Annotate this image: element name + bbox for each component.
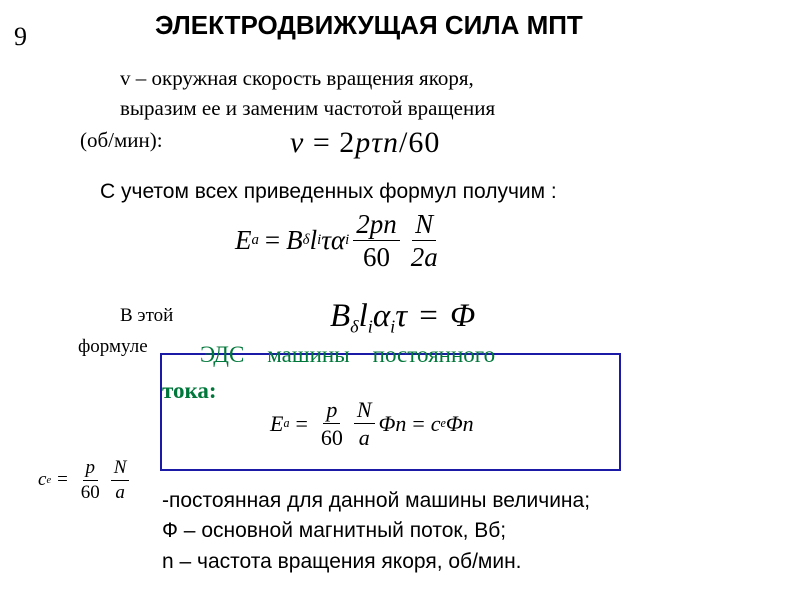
text-formula-word: формуле [78, 336, 148, 357]
formula-var: τ [395, 298, 408, 334]
formula-var: α [372, 298, 391, 334]
formula-sub: e [46, 474, 52, 486]
fraction-denominator: 60 [320, 425, 343, 451]
fraction-numerator: p [323, 398, 340, 424]
formula-var: n [395, 410, 407, 436]
formula-sub: δ [302, 232, 310, 249]
formula-eq: = [264, 225, 281, 256]
fraction-numerator: N [412, 210, 436, 241]
formula-sub: i [367, 316, 373, 337]
fraction [111, 458, 130, 503]
formula-sub: e [440, 416, 446, 431]
slide-number: 9 [14, 22, 27, 51]
formula-var: τ [371, 126, 383, 159]
formula-num: 60 [408, 126, 441, 159]
formula-eq: = [312, 126, 331, 159]
formula-eq: = [419, 298, 438, 334]
formula-var: B [330, 298, 351, 334]
definition-ce: -постоянная для данной машины величина; [162, 489, 591, 512]
definition-flux: Ф – основной магнитный поток, Вб; [162, 519, 507, 542]
fraction-denominator: 60 [80, 481, 100, 503]
formula-velocity [290, 126, 440, 160]
formula-var: τ [321, 225, 331, 256]
formula-num: 2 [339, 126, 356, 159]
fraction [354, 398, 375, 449]
fraction [353, 210, 400, 272]
formula-var: c [430, 410, 441, 436]
text-line-velocity: v – окружная скорость вращения якоря, [120, 66, 474, 90]
text-line-express: выразим ее и заменим частотой вращения [120, 96, 496, 120]
emf-box-heading-line2: тока: [162, 378, 217, 403]
formula-sub: a [283, 416, 290, 431]
fraction [408, 210, 441, 272]
text-result-intro: С учетом всех приведенных формул получим : [100, 180, 557, 203]
formula-var: E [235, 225, 252, 256]
fraction [318, 398, 346, 449]
formula-var: l [309, 225, 318, 256]
formula-var: v [290, 126, 305, 159]
formula-op: / [399, 126, 409, 159]
formula-var: B [286, 225, 303, 256]
formula-ce [38, 458, 133, 503]
formula-var: n [462, 410, 474, 436]
fraction-numerator: N [111, 458, 130, 481]
formula-var: Φ [378, 410, 396, 436]
formula-sub: a [251, 232, 259, 249]
formula-sub: i [317, 232, 322, 249]
formula-var: p [355, 126, 372, 159]
formula-var: n [383, 126, 399, 159]
formula-var: Φ [445, 410, 463, 436]
page-title: ЭЛЕКТРОДВИЖУЩАЯ СИЛА МПТ [155, 10, 583, 40]
formula-eq: = [295, 410, 308, 436]
fraction-denominator: 2a [410, 242, 438, 273]
fraction-numerator: N [354, 398, 375, 424]
formula-sub: δ [350, 316, 359, 337]
formula-eq: = [412, 410, 425, 436]
formula-var: E [270, 410, 284, 436]
formula-sub: i [390, 316, 396, 337]
formula-emf-compact [270, 398, 474, 449]
text-in-this: В этой [120, 305, 174, 326]
formula-var: c [38, 469, 47, 491]
fraction-denominator: a [358, 425, 370, 451]
formula-eq: = [57, 469, 68, 491]
fraction-numerator: p [83, 458, 99, 481]
formula-flux [330, 298, 475, 337]
fraction [78, 458, 103, 503]
formula-var: α [330, 225, 346, 256]
formula-emf-full [235, 210, 445, 272]
formula-sub: i [345, 232, 350, 249]
definition-speed: n – частота вращения якоря, об/мин. [162, 550, 522, 573]
fraction-denominator: 60 [362, 242, 390, 273]
formula-var: Φ [450, 298, 476, 334]
formula-var: l [358, 298, 368, 334]
emf-box-heading-line1: ЭДС машины постоянного [200, 342, 496, 367]
text-line-units: (об/мин): [80, 128, 163, 152]
fraction-denominator: a [115, 481, 125, 503]
fraction-numerator: 2pn [353, 210, 400, 241]
